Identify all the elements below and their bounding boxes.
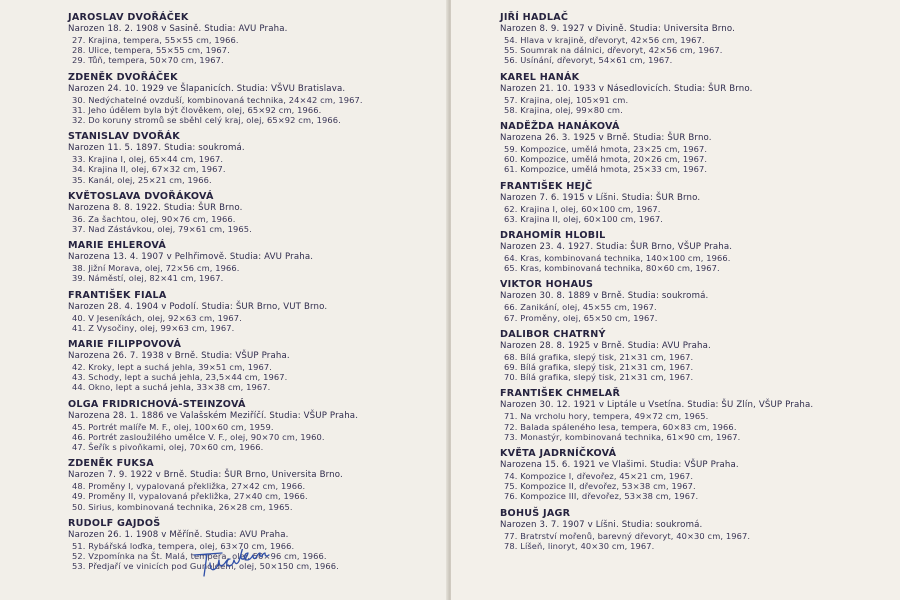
artist-name: STANISLAV DVOŘÁK (68, 131, 180, 143)
artist-name: DRAHOMÍR HLOBIL (500, 230, 606, 242)
artwork-list (72, 422, 440, 453)
artist-entry (500, 387, 892, 442)
artwork-item: 53. Předjaří ve vinicích pod Gunoldem, olej, 50×150 cm, 1966. (72, 561, 339, 572)
artwork-item: 65. Kras, kombinovaná technika, 80×60 cm, 1967. (504, 263, 720, 274)
artist-name: JAROSLAV DVOŘÁČEK (68, 12, 189, 23)
artwork-item: 72. Balada spáleného lesa, tempera, 60×83 cm, 1966. (504, 421, 737, 432)
artwork-item: 49. Proměny II, vypalovaná překližka, 27×40 cm, 1966. (72, 491, 308, 502)
artwork-item: 60. Kompozice, umělá hmota, 20×26 cm, 1967. (504, 154, 708, 165)
artwork-item: 70. Bílá grafika, slepý tisk, 21×31 cm, 1967. (504, 372, 694, 383)
artist-entry (500, 11, 892, 66)
artwork-item: 40. V Jeseníkách, olej, 92×63 cm, 1967. (72, 312, 242, 323)
artwork-list (72, 154, 440, 185)
artwork-list (504, 95, 892, 115)
artist-name: MARIE EHLEROVÁ (68, 240, 167, 252)
artist-bio: Narozena 26. 3. 1925 v Brně. Studia: ŠUR Brno. (500, 133, 712, 144)
artwork-item: 62. Krajina I, olej, 60×100 cm, 1967. (504, 203, 661, 214)
artwork-item: 47. Šeřík s pivoňkami, olej, 70×60 cm, 1966. (72, 442, 264, 453)
artist-bio: Narozena 13. 4. 1907 v Pelhřimově. Studia: AVU Praha. (68, 252, 314, 263)
artist-bio: Narozen 8. 9. 1927 v Divině. Studia: Universita Brno. (500, 24, 736, 34)
artist-entry (68, 289, 440, 333)
artwork-item: 28. Ulice, tempera, 55×55 cm, 1967. (72, 45, 230, 56)
artist-name: DALIBOR CHATRNÝ (500, 328, 606, 340)
artist-bio: Narozen 28. 4. 1904 v Podolí. Studia: ŠUR Brno, VUT Brno. (68, 301, 328, 312)
artwork-item: 37. Nad Zástávkou, olej, 79×61 cm, 1965. (72, 224, 252, 235)
artwork-list (72, 263, 440, 283)
artist-entry (500, 120, 892, 175)
artist-entry (68, 398, 440, 453)
artist-bio: Narozen 7. 9. 1922 v Brně. Studia: ŠUR Brno, Universita Brno. (68, 470, 343, 481)
artist-bio: Narozena 28. 1. 1886 ve Valašském Meziříčí. Studia: VŠUP Praha. (68, 410, 359, 421)
artwork-item: 31. Jeho údělem byla být člověkem, olej, 65×92 cm, 1966. (72, 104, 322, 115)
artist-entry (68, 190, 440, 234)
artwork-item: 63. Krajina II, olej, 60×100 cm, 1967. (504, 213, 664, 224)
artist-name: BOHUŠ JAGR (500, 507, 571, 519)
artwork-item: 44. Okno, lept a suchá jehla, 33×38 cm, 1967. (72, 382, 271, 393)
artwork-item: 74. Kompozice I, dřevořez, 45×21 cm, 1967. (504, 471, 694, 482)
artist-bio: Narozen 26. 1. 1908 v Měříně. Studia: AVU Praha. (68, 529, 289, 540)
artist-entry (68, 130, 440, 185)
artist-name: VIKTOR HOHAUS (500, 279, 594, 291)
artwork-item: 66. Zanikání, olej, 45×55 cm, 1967. (504, 302, 657, 313)
artwork-item: 33. Krajina I, olej, 65×44 cm, 1967. (72, 154, 224, 165)
handwritten-signature (188, 549, 278, 579)
artwork-item: 54. Hlava v krajině, dřevoryt, 42×56 cm, 1967. (504, 35, 705, 45)
artist-bio: Narozen 30. 8. 1889 v Brně. Studia: soukromá. (500, 291, 709, 302)
artist-entry (500, 447, 892, 502)
artist-name: NADĚŽDA HANÁKOVÁ (500, 121, 620, 133)
artwork-list (72, 35, 440, 66)
artist-name: RUDOLF GAJDOŠ (68, 517, 161, 529)
artwork-item: 43. Schody, lept a suchá jehla, 23,5×44 cm, 1967. (72, 372, 288, 383)
artwork-item: 67. Proměny, olej, 65×50 cm, 1967. (504, 312, 658, 323)
artwork-item: 78. Líšeň, linoryt, 40×30 cm, 1967. (504, 540, 655, 551)
artist-entry (500, 180, 892, 224)
artwork-item: 45. Portrét malíře M. F., olej, 100×60 cm, 1959. (72, 421, 274, 432)
artwork-item: 69. Bílá grafika, slepý tisk, 21×31 cm, 1967. (504, 362, 694, 373)
artwork-item: 59. Kompozice, umělá hmota, 23×25 cm, 1967. (504, 144, 708, 155)
artwork-item: 56. Usínání, dřevoryt, 54×61 cm, 1967. (504, 55, 673, 66)
artwork-list (504, 471, 892, 502)
artwork-item: 50. Sirius, kombinovaná technika, 26×28 cm, 1965. (72, 501, 293, 512)
artist-name: FRANTIŠEK HEJČ (500, 180, 593, 192)
artwork-item: 52. Vzpomínka na Št. Malá, tempera, olej, 50×96 cm, 1966. (72, 551, 327, 562)
artist-name: FRANTIŠEK FIALA (68, 289, 167, 301)
artwork-list (72, 313, 440, 333)
artist-bio: Narozena 15. 6. 1921 ve Vlašimi. Studia: VŠUP Praha. (500, 460, 739, 471)
artist-name: FRANTIŠEK CHMELAŘ (500, 388, 621, 400)
artwork-list (504, 144, 892, 175)
artist-name: KVĚTA JADRNÍČKOVÁ (500, 448, 617, 460)
artist-bio: Narozena 26. 7. 1938 v Brně. Studia: VŠUP Praha. (68, 351, 290, 362)
artist-entry (68, 239, 440, 283)
artwork-list (72, 214, 440, 234)
artist-entry (68, 457, 440, 512)
artwork-item: 77. Bratrství mořenů, barevný dřevoryt, 40×30 cm, 1967. (504, 530, 751, 541)
artwork-item: 61. Kompozice, umělá hmota, 25×33 cm, 1967. (504, 164, 708, 175)
artwork-item: 36. Za šachtou, olej, 90×76 cm, 1966. (72, 213, 236, 224)
artist-bio: Narozena 8. 8. 1922. Studia: ŠUR Brno. (68, 202, 243, 213)
artwork-item: 48. Proměny I, vypalovaná překližka, 27×42 cm, 1966. (72, 481, 306, 492)
artist-entry (500, 71, 892, 115)
left-page (0, 0, 449, 600)
artwork-list (504, 204, 892, 224)
artist-entry (500, 229, 892, 273)
artwork-item: 68. Bílá grafika, slepý tisk, 21×31 cm, 1967. (504, 351, 694, 362)
artist-bio: Narozen 23. 4. 1927. Studia: ŠUR Brno, VŠUP Praha. (500, 242, 733, 253)
artwork-item: 58. Krajina, olej, 99×80 cm. (504, 104, 623, 115)
artwork-item: 71. Na vrcholu hory, tempera, 49×72 cm, 1965. (504, 411, 709, 422)
artist-name: ZDENĚK DVOŘÁČEK (68, 71, 178, 83)
artwork-item: 34. Krajina II, olej, 67×32 cm, 1967. (72, 164, 226, 175)
artwork-item: 42. Kroky, lept a suchá jehla, 39×51 cm, 1967. (72, 362, 272, 373)
artwork-item: 57. Krajina, olej, 105×91 cm. (504, 94, 629, 105)
artist-name: OLGA FRIDRICHOVÁ-STEINZOVÁ (68, 398, 246, 410)
artwork-item: 27. Krajina, tempera, 55×55 cm, 1966. (72, 35, 239, 45)
right-page (451, 0, 900, 600)
artwork-item: 35. Kanál, olej, 25×21 cm, 1966. (72, 174, 212, 185)
artwork-item: 46. Portrét zasloužilého umělce V. F., olej, 90×70 cm, 1960. (72, 431, 325, 442)
artist-name: KVĚTOSLAVA DVOŘÁKOVÁ (68, 190, 214, 202)
right-artist-list (500, 11, 892, 556)
artist-name: KAREL HANÁK (500, 71, 580, 83)
artist-bio: Narozen 11. 5. 1897. Studia: soukromá. (68, 143, 245, 154)
artist-entry (500, 507, 892, 551)
artwork-list (72, 95, 440, 126)
artwork-list (504, 253, 892, 273)
artwork-list (72, 481, 440, 512)
artist-name: ZDENĚK FUKSA (68, 458, 154, 470)
artwork-list (504, 531, 892, 551)
artwork-item: 41. Z Vysočiny, olej, 99×63 cm, 1967. (72, 322, 235, 333)
artwork-item: 75. Kompozice II, dřevořez, 53×38 cm, 1967. (504, 481, 696, 492)
artwork-item: 51. Rybářská loďka, tempera, olej, 63×70 cm, 1966. (72, 540, 295, 551)
artist-bio: Narozen 3. 7. 1907 v Líšni. Studia: soukromá. (500, 519, 703, 530)
artwork-list (504, 302, 892, 322)
artist-entry (500, 278, 892, 322)
artwork-item: 39. Náměstí, olej, 82×41 cm, 1967. (72, 273, 224, 284)
artist-entry (500, 328, 892, 383)
artist-entry (68, 11, 440, 66)
artwork-item: 32. Do koruny stromů se sběhl celý kraj, olej, 65×92 cm, 1966. (72, 115, 341, 126)
artist-name: MARIE FILIPPOVOVÁ (68, 339, 182, 351)
artwork-item: 73. Monastýr, kombinovaná technika, 61×90 cm, 1967. (504, 431, 741, 442)
artist-bio: Narozen 28. 8. 1925 v Brně. Studia: AVU Praha. (500, 340, 711, 351)
artwork-item: 38. Jižní Morava, olej, 72×56 cm, 1966. (72, 263, 240, 274)
artist-bio: Narozen 7. 6. 1915 v Líšni. Studia: ŠUR Brno. (500, 192, 701, 203)
artist-bio: Narozen 30. 12. 1921 v Liptále u Vsetína. Studia: ŠU Zlín, VŠUP Praha. (500, 400, 814, 411)
artwork-list (504, 35, 892, 66)
artwork-item: 29. Tůň, tempera, 50×70 cm, 1967. (72, 55, 224, 66)
artwork-list (504, 411, 892, 442)
artist-entry (68, 71, 440, 126)
artwork-item: 76. Kompozice III, dřevořez, 53×38 cm, 1967. (504, 491, 699, 502)
artist-bio: Narozen 24. 10. 1929 ve Šlapanicích. Studia: VŠVU Bratislava. (68, 83, 346, 94)
artwork-item: 30. Nedýchatelné ovzduší, kombinovaná technika, 24×42 cm, 1967. (72, 94, 363, 105)
artist-name: JIŘÍ HADLAČ (500, 12, 569, 23)
left-artist-list (68, 11, 440, 576)
artwork-list (72, 362, 440, 393)
artist-bio: Narozen 18. 2. 1908 v Sasině. Studia: AVU Praha. (68, 24, 288, 34)
artwork-item: 55. Soumrak na dálnici, dřevoryt, 42×56 cm, 1967. (504, 45, 723, 56)
artwork-item: 64. Kras, kombinovaná technika, 140×100 cm, 1966. (504, 253, 731, 264)
artist-bio: Narozen 21. 10. 1933 v Násedlovicích. Studia: ŠUR Brno. (500, 83, 753, 94)
artwork-list (504, 352, 892, 383)
artist-entry (68, 338, 440, 393)
